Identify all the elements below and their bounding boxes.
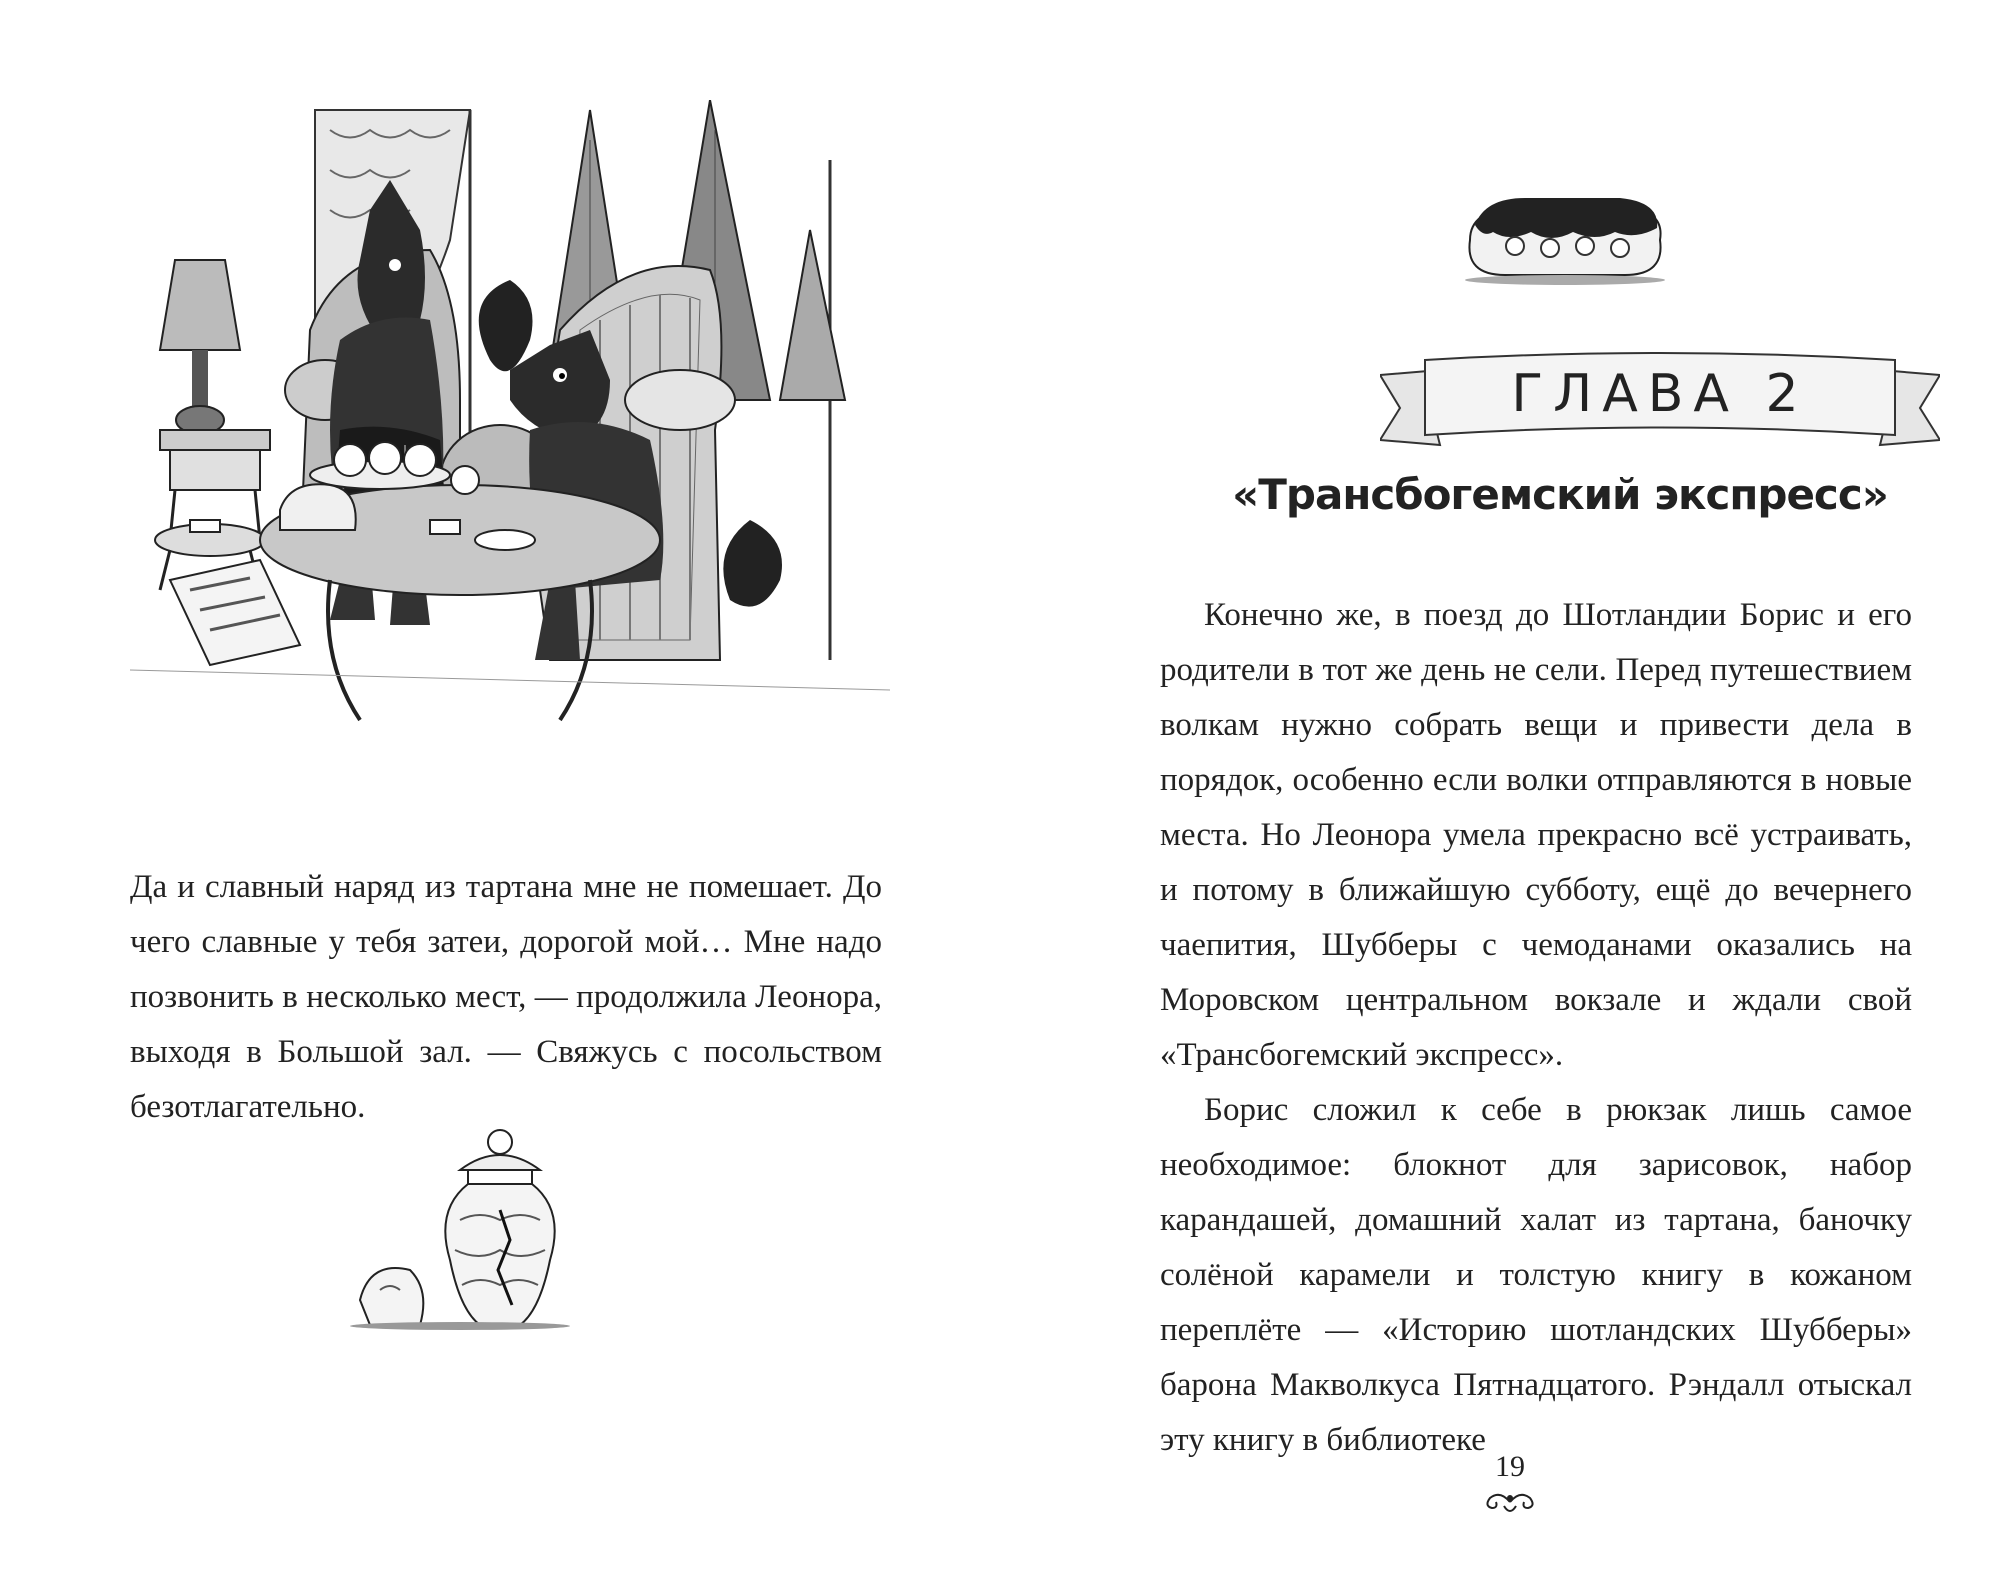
cracked-vase-icon bbox=[350, 1120, 570, 1330]
flourish-ornament-icon bbox=[1482, 1486, 1538, 1523]
left-page-text bbox=[130, 860, 882, 1135]
right-paragraph-1: Конечно же, в поезд до Шотландии Борис и его родители в тот же день не сели. Перед путешествием волкам нужно собрать вещи и привести дела в порядок, особенно если волки отправляются в новые места. Но Леонора умела прекрасно всё устраивать, и потому в ближайшую субботу, ещё до вечернего чаепития, Шубберы с чемоданами оказались на Моровском центральном вокзале и ждали свой «Трансбогемский экспресс». bbox=[1160, 597, 1912, 1073]
eclair-icon bbox=[1455, 180, 1675, 290]
chapter-title: «Трансбогемский экспресс» bbox=[1232, 470, 1888, 519]
page-number: 19 bbox=[1495, 1450, 1525, 1483]
right-page-text bbox=[1160, 588, 1912, 1468]
right-page bbox=[1000, 0, 2000, 1574]
chapter-label: ГЛАВА 2 bbox=[1511, 364, 1809, 424]
right-paragraph-2: Борис сложил к себе в рюкзак лишь самое необходимое: блокнот для зарисовок, набор карандашей, домашний халат из тартана, баночку солёной карамели и толстую книгу в кожаном переплёте — «Историю шотландских Шубберы» барона Макволкуса Пятнадцатого. Рэндалл отыскал эту книгу в библиотеке bbox=[1160, 1092, 1912, 1458]
wolves-tea-party-illustration bbox=[130, 100, 890, 830]
chapter-banner bbox=[1380, 350, 1940, 470]
left-paragraph: Да и славный наряд из тартана мне не помешает. До чего славные у тебя затеи, дорогой мой… Мне надо позвонить в несколько мест, — продолжила Леонора, выходя в Большой зал. — Свяжусь с посольством безотлагательно. bbox=[130, 869, 882, 1125]
